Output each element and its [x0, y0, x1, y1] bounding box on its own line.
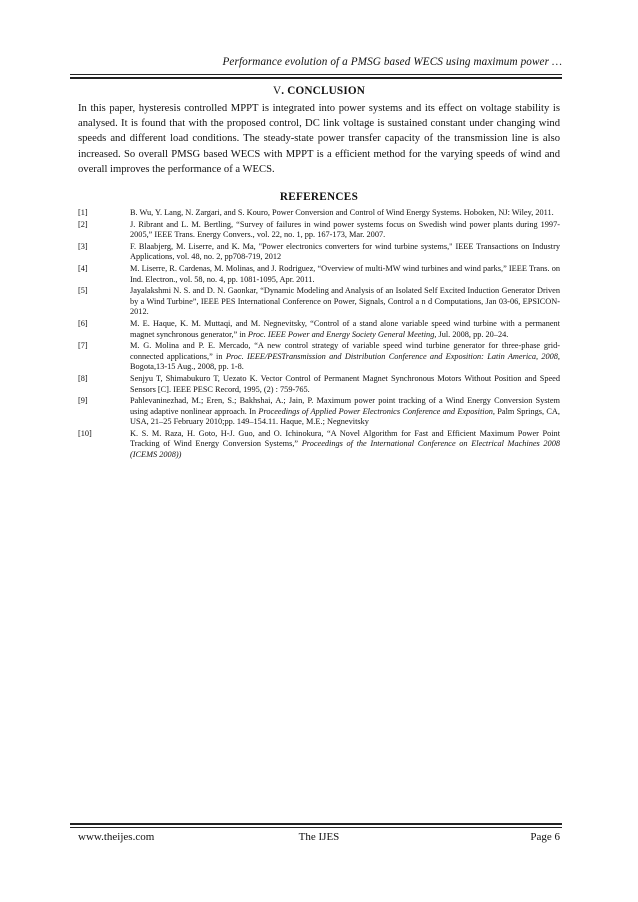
reference-text — [130, 319, 560, 340]
reference-text: M. Liserre, R. Cardenas, M. Molinas, and J. Rodriguez, “Overview of multi-MW wind turbines and wind parks,” IEEE Trans. on Ind. Electron., vol. 58, no. 4, pp. 1081-1095, Apr. 2011. — [130, 263, 560, 284]
reference-item — [78, 242, 560, 263]
reference-item — [78, 208, 560, 219]
reference-post-text: Bogota,13-15 Aug., 2008, pp. 1-8. — [130, 362, 244, 372]
footer-rule-thin — [70, 827, 562, 828]
conclusion-paragraph: In this paper, hysteresis controlled MPPT is integrated into power systems and its effect on voltage stability is analysed. It is found that with the proposed control, DC link voltage is sustained constant under changing wind speeds and different load conditions. The steady-state power transfer capacity of the transmission line is also increased. So overall PMSG based WECS with MPPT is a efficient method for the varying speeds of wind and overall improves the performance of a WECS. — [78, 103, 560, 175]
reference-number: [8] — [78, 373, 88, 383]
reference-number: [1] — [78, 208, 88, 218]
reference-pre-text: M. G. Molina and P. E. Mercado, “A new control strategy of variable speed wind turbine generator for three-phase grid-connected applications,” in — [130, 341, 560, 361]
reference-italic-text: Proceedings of the International Conference on Electrical Machines 2008 (ICEMS 2008)) — [130, 439, 560, 460]
reference-number: [6] — [78, 318, 88, 328]
reference-item — [78, 286, 560, 318]
reference-text: B. Wu, Y. Lang, N. Zargari, and S. Kouro, Power Conversion and Control of Wind Energy Systems. Hoboken, NJ: Wiley, 2011. — [130, 208, 554, 218]
footer-rule-thick — [70, 823, 562, 825]
footer-page-number: Page 6 — [530, 831, 560, 843]
reference-text — [130, 396, 560, 428]
running-header: Performance evolution of a PMSG based WECS using maximum power … — [222, 56, 562, 68]
conclusion-heading — [78, 85, 560, 97]
reference-item — [78, 396, 560, 428]
reference-pre-text: Pahlevaninezhad, M.; Eren, S.; Bakhshai, A.; Jain, P. Maximum power point tracking of a Wind Energy Conversion System using adaptive nonlinear approach. In — [130, 396, 560, 416]
reference-number: [3] — [78, 241, 88, 251]
section-title-text: . CONCLUSION — [281, 85, 366, 97]
header-rule-thin — [70, 74, 562, 75]
reference-text: F. Blaabjerg, M. Liserre, and K. Ma, "Power electronics converters for wind turbine systems," IEEE Transactions on Industry Applications, vol. 48, no. 2, pp708-719, 2012 — [130, 241, 560, 262]
reference-number: [5] — [78, 286, 88, 296]
reference-text: Senjyu T, Shimabukuro T, Uezato K. Vector Control of Permanent Magnet Synchronous Motors Without Position and Speed Sensors [C]. IEEE PESC Record, 1995, (2) : 759-765. — [130, 373, 560, 394]
reference-post-text: , Palm Springs, CA, USA, 21–25 February 2010;pp. 149–154.11. Haque, M.E.; Negnevitsky — [130, 406, 560, 427]
reference-number: [10] — [78, 428, 92, 438]
reference-item — [78, 341, 560, 373]
header-rule-thick — [70, 77, 562, 79]
reference-item — [78, 319, 560, 340]
reference-item — [78, 220, 560, 241]
reference-pre-text: K. S. M. Raza, H. Goto, H-J. Guo, and O. Ichinokura, “A Novel Algorithm for Fast and Efficient Maximum Power Point Tracking of Wind Energy Conversion Systems,” — [130, 428, 560, 449]
footer-website: www.theijes.com — [78, 831, 155, 843]
reference-text — [130, 341, 560, 373]
reference-item — [78, 374, 560, 395]
reference-item — [78, 264, 560, 285]
reference-text — [130, 429, 560, 461]
reference-italic-text: Proc. IEEE/PESTransmission and Distribution Conference and Exposition: Latin America, 2008, — [225, 351, 560, 361]
reference-italic-text: Proceedings of Applied Power Electronics Conference and Exposition — [258, 406, 493, 416]
reference-number: [4] — [78, 263, 88, 273]
reference-number: [2] — [78, 219, 88, 229]
footer-journal: The IJES — [298, 831, 340, 843]
reference-number: [9] — [78, 396, 88, 406]
reference-item — [78, 429, 560, 461]
reference-text: J. Ribrant and L. M. Bertling, “Survey of failures in wind power systems focus on Swedish wind power plants during 1997-2005,” IEEE Trans. Energy Convers., vol. 22, no. 1, pp. 167-173, Mar. 2007. — [130, 219, 560, 240]
reference-pre-text: M. E. Haque, K. M. Muttaqi, and M. Negnevitsky, “Control of a stand alone variable speed wind turbine with a permanent magnet synchronous generator,” in — [130, 318, 560, 339]
reference-post-text: , Jul. 2008, pp. 20–24. — [434, 329, 509, 339]
references-heading: REFERENCES — [279, 191, 359, 204]
reference-italic-text: Proc. IEEE Power and Energy Society General Meeting — [247, 329, 435, 339]
page-content — [78, 85, 560, 462]
section-number: V — [272, 85, 282, 97]
reference-text: Jayalakshmi N. S. and D. N. Gaonkar, “Dynamic Modeling and Analysis of an Isolated Self Excited Induction Generator Driven by a Wind Turbine”, IEEE PES International Conference on Power, Signals, Control a n d Computations, Jan 03-06, EPSICON-2012. — [130, 286, 560, 317]
reference-list — [78, 208, 560, 461]
reference-number: [7] — [78, 341, 88, 351]
